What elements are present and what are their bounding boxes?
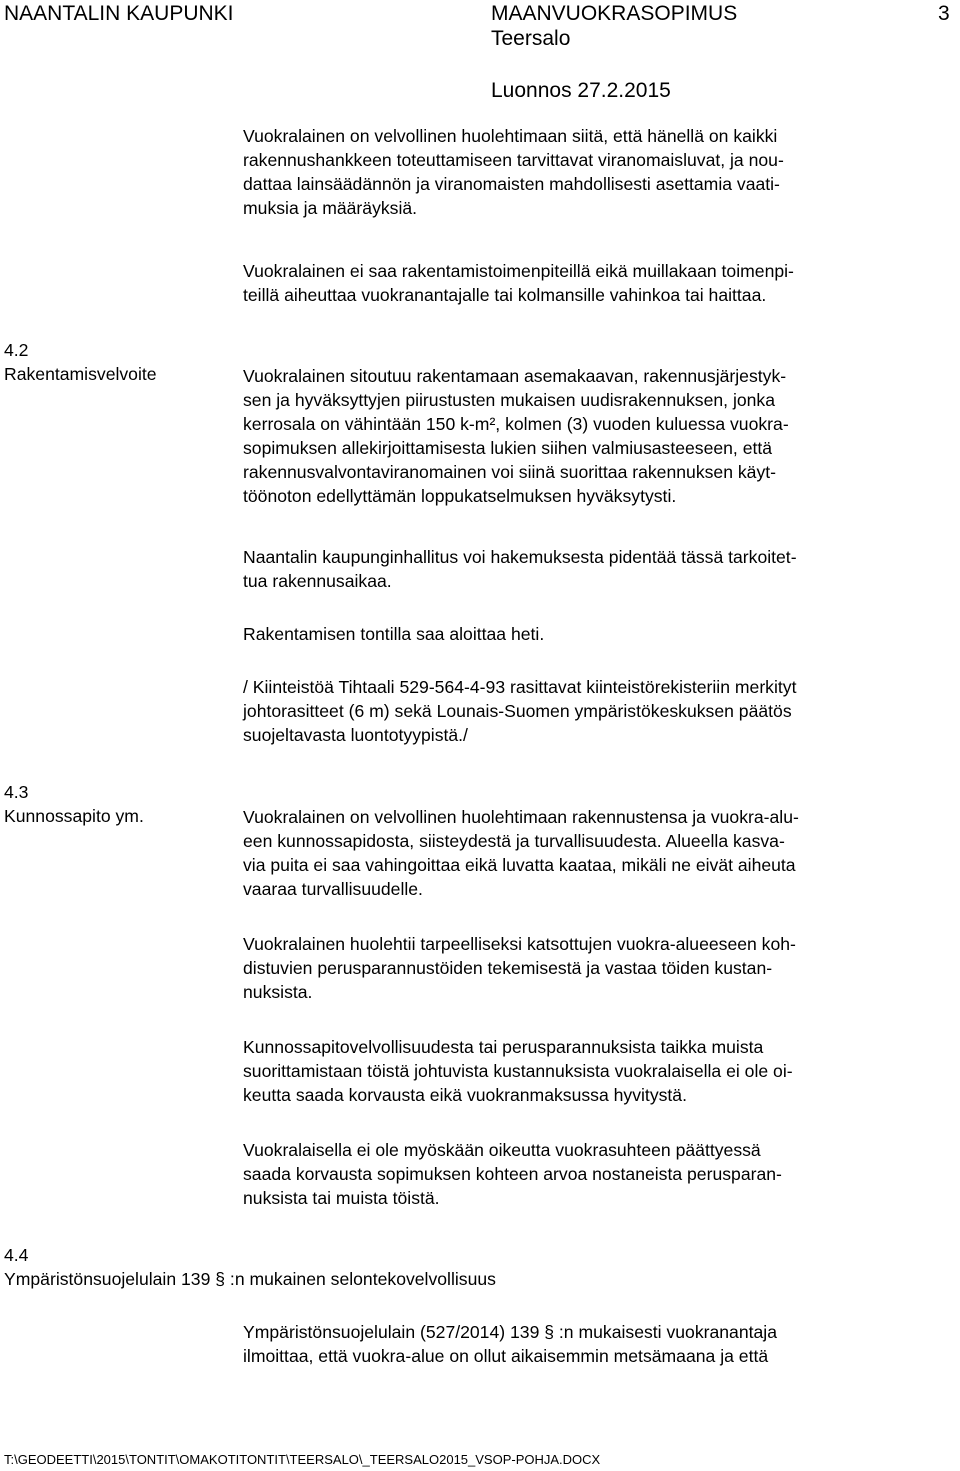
header-doc-type: MAANVUOKRASOPIMUS: [491, 2, 738, 25]
text-line: sen ja hyväksyttyjen piirustusten mukaisen uudisrakennuksen, jonka: [243, 390, 776, 410]
text-line: dattaa lainsäädännön ja viranomaisten mahdollisesti asettamia vaati-: [243, 174, 780, 194]
text-line: teillä aiheuttaa vuokranantajalle tai kolmansille vahinkoa tai haittaa.: [243, 285, 767, 305]
section-4-2-number: 4.2: [4, 340, 29, 360]
text-line: suorittamistaan töistä johtuvista kustannuksista vuokralaisella ei ole oi-: [243, 1061, 793, 1081]
text-line: keutta saada korvausta eikä vuokranmaksussa hyvitystä.: [243, 1085, 687, 1105]
section-4-3-paragraph-2: [243, 932, 943, 1004]
footer-file-path: T:\GEODEETTI\2015\TONTIT\OMAKOTITONTIT\TEERSALO\_TEERSALO2015_VSOP-POHJA.DOCX: [4, 1452, 601, 1467]
section-4-3-title: Kunnossapito ym.: [4, 806, 144, 826]
text-line: johtorasitteet (6 m) sekä Lounais-Suomen ympäristökeskuksen päätös: [243, 701, 792, 721]
text-line: distuvien perusparannustöiden tekemisestä ja vastaa töiden kustan-: [243, 958, 773, 978]
section-4-4-title: Ympäristönsuojelulain 139 § :n mukainen selontekovelvollisuus: [4, 1269, 496, 1289]
intro-paragraph-2: [243, 259, 943, 307]
text-line: Vuokralainen ei saa rakentamistoimenpiteillä eikä muillakaan toimenpi-: [243, 261, 794, 281]
section-4-3-paragraph-1: [243, 805, 943, 901]
section-4-3-paragraph-4: [243, 1138, 943, 1210]
text-line: / Kiinteistöä Tihtaali 529-564-4-93 rasittavat kiinteistörekisteriin merkityt: [243, 677, 797, 697]
text-line: Vuokralaisella ei ole myöskään oikeutta vuokrasuhteen päättyessä: [243, 1140, 761, 1160]
section-4-2-paragraph-4: [243, 675, 943, 747]
intro-paragraph-1: [243, 124, 943, 220]
text-line: kerrosala on vähintään 150 k-m², kolmen (3) vuoden kuluessa vuokra-: [243, 414, 789, 434]
text-line: töönoton edellyttämän loppukatselmuksen hyväksytysti.: [243, 486, 677, 506]
section-4-4-number: 4.4: [4, 1245, 29, 1265]
section-4-2-paragraph-1: [243, 364, 943, 508]
text-line: Naantalin kaupunginhallitus voi hakemuksesta pidentää tässä tarkoitet-: [243, 547, 797, 567]
text-line: Vuokralainen on velvollinen huolehtimaan siitä, että hänellä on kaikki: [243, 126, 778, 146]
text-line: Rakentamisen tontilla saa aloittaa heti.: [243, 624, 545, 644]
section-4-4-paragraph-1: [243, 1320, 943, 1368]
text-line: Vuokralainen sitoutuu rakentamaan asemakaavan, rakennusjärjestyk-: [243, 366, 787, 386]
text-line: saada korvausta sopimuksen kohteen arvoa nostaneista perusparan-: [243, 1164, 782, 1184]
section-4-2-title: Rakentamisvelvoite: [4, 364, 157, 384]
text-line: via puita ei saa vahingoittaa eikä luvatta kaataa, mikäli ne eivät aiheuta: [243, 855, 796, 875]
header-org: NAANTALIN KAUPUNKI: [4, 2, 234, 25]
section-4-2-paragraph-3: [243, 622, 943, 646]
text-line: Vuokralainen huolehtii tarpeelliseksi katsottujen vuokra-alueeseen koh-: [243, 934, 796, 954]
text-line: nuksista.: [243, 982, 313, 1002]
text-line: Ympäristönsuojelulain (527/2014) 139 § :n mukaisesti vuokranantaja: [243, 1322, 777, 1342]
header-location: Teersalo: [491, 27, 571, 50]
text-line: muksia ja määräyksiä.: [243, 198, 418, 218]
text-line: rakennushankkeen toteuttamiseen tarvittavat viranomaisluvat, ja nou-: [243, 150, 784, 170]
text-line: nuksista tai muista töistä.: [243, 1188, 440, 1208]
text-line: suojeltavasta luontotyypistä./: [243, 725, 468, 745]
header-draft-date: Luonnos 27.2.2015: [491, 79, 671, 102]
text-line: tua rakennusaikaa.: [243, 571, 392, 591]
text-line: ilmoittaa, että vuokra-alue on ollut aikaisemmin metsämaana ja että: [243, 1346, 769, 1366]
text-line: een kunnossapidosta, siisteydestä ja turvallisuudesta. Alueella kasva-: [243, 831, 785, 851]
text-line: Vuokralainen on velvollinen huolehtimaan rakennustensa ja vuokra-alu-: [243, 807, 799, 827]
text-line: vaaraa turvallisuudelle.: [243, 879, 423, 899]
section-4-3-number: 4.3: [4, 782, 29, 802]
text-line: rakennusvalvontaviranomainen voi siinä suorittaa rakennuksen käyt-: [243, 462, 776, 482]
header-page-number: 3: [938, 2, 950, 25]
text-line: sopimuksen allekirjoittamisesta lukien siihen valmiusasteeseen, että: [243, 438, 773, 458]
section-4-3-paragraph-3: [243, 1035, 943, 1107]
text-line: Kunnossapitovelvollisuudesta tai perusparannuksista taikka muista: [243, 1037, 764, 1057]
section-4-2-paragraph-2: [243, 545, 943, 593]
